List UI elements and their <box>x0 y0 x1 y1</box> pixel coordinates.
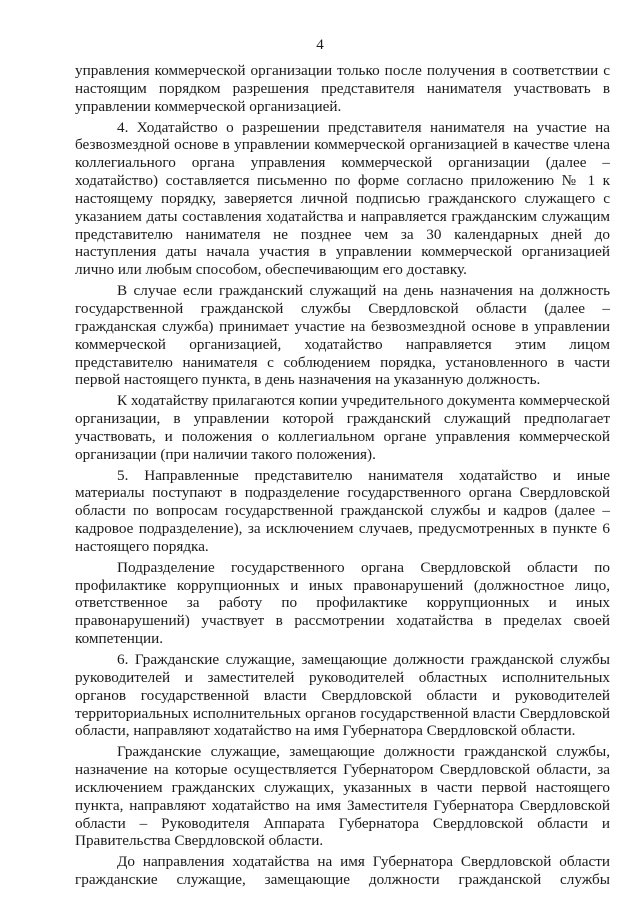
paragraph: 5. Направленные представителю нанимателя ходатайство и иные материалы поступают в подразделение государственного органа Свердловской области по вопросам государственной гражданской службы и кадров (далее – кадровое подразделение), за исключением случаев, предусмотренных в пункте 6 настоящего порядка. <box>75 466 610 555</box>
paragraph: Подразделение государственного органа Свердловской области по профилактике коррупционных и иных правонарушений (должностное лицо, ответственное за работу по профилактике коррупционных и иных правонарушений) участвует в рассмотрении ходатайства в пределах своей компетенции. <box>75 558 610 648</box>
paragraph: К ходатайству прилагаются копии учредительного документа коммерческой организации, в управлении которой гражданский служащий предполагает участвовать, и положения о коллегиальном органе управления коммерческой организации (при наличии такого положения). <box>75 392 610 463</box>
paragraph: 6. Гражданские служащие, замещающие должности гражданской службы руководителей и заместителей руководителей областных исполнительных органов государственной власти Свердловской области и руководителей территориальных исполнительных органов государственной власти Свердловской области, направляют ходатайство на имя Губернатора Свердловской области. <box>75 651 610 740</box>
page-number: 4 <box>316 37 324 53</box>
paragraph: 4. Ходатайство о разрешении представителя нанимателя на участие на безвозмездной основе в управлении коммерческой организацией в качестве члена коллегиального органа управления коммерческой организации (далее – ходатайство) составляется письменно по форме согласно приложению № 1 к настоящему порядку, заверяется личной подписью гражданского служащего с указанием даты составления ходатайства и направляется гражданским служащим представителю нанимателя не позднее чем за 30 календарных дней до наступления даты начала участия в управлении коммерческой организацией лично или любым способом, обеспечивающим его доставку. <box>75 118 610 279</box>
body-text <box>75 62 610 889</box>
paragraph: Гражданские служащие, замещающие должности гражданской службы, назначение на которые осуществляется Губернатором Свердловской области, за исключением гражданских служащих, указанных в части первой настоящего пункта, направляют ходатайство на имя Заместителя Губернатора Свердловской области – Руководителя Аппарата Губернатора Свердловской области и Правительства Свердловской области. <box>75 743 610 850</box>
paragraph: До направления ходатайства на имя Губернатора Свердловской области гражданские служащие, замещающие должности гражданской службы <box>75 853 610 889</box>
paragraph: управления коммерческой организации только после получения в соответствии с настоящим порядком разрешения представителя нанимателя участвовать в управлении коммерческой организацией. <box>75 62 610 115</box>
paragraph: В случае если гражданский служащий на день назначения на должность государственной гражданской службы Свердловской области (далее – гражданская служба) принимает участие на безвозмездной основе в управлении коммерческой организацией, ходатайство направляется этим лицом представителю нанимателя с соблюдением порядка, установленного в части первой настоящего пункта, в день назначения на указанную должность. <box>75 282 610 389</box>
